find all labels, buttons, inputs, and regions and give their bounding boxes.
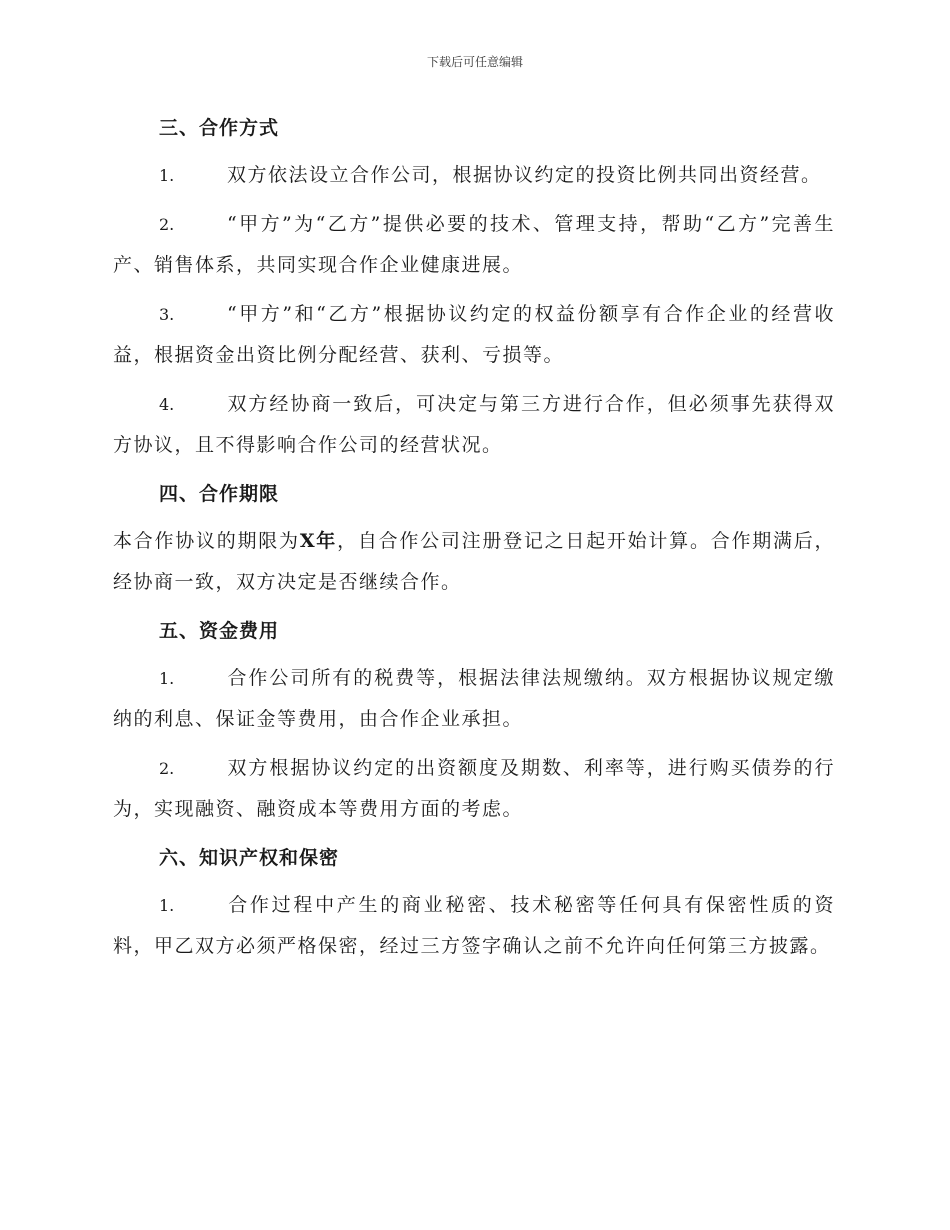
item-number: 4. xyxy=(159,395,175,414)
item-text: 双方根据协议约定的出资额度及期数、利率等，进行购买债券的行为，实现融资、融资成本等费用方面的考虑。 xyxy=(113,757,835,820)
section-title-cooperation-method: 三、合作方式 xyxy=(159,117,280,139)
item-text: 合作公司所有的税费等，根据法律法规缴纳。双方根据协议规定缴纳的利息、保证金等费用，由合作企业承担。 xyxy=(113,667,835,730)
item-text: “甲方”和“乙方”根据协议约定的权益份额享有合作企业的经营收益，根据资金出资比例分配经营、获利、亏损等。 xyxy=(113,303,835,366)
item-number: 3. xyxy=(159,305,175,324)
list-item xyxy=(113,294,835,376)
item-number: 1. xyxy=(159,896,175,915)
paragraph-text-before: 本合作协议的期限为 xyxy=(113,530,300,552)
item-number: 2. xyxy=(159,759,175,778)
paragraph-text-after: ，自合作公司注册登记之日起开始计算。合作期满后，经协商一致，双方决定是否继续合作。 xyxy=(113,530,835,593)
item-text: 双方经协商一致后，可决定与第三方进行合作，但必须事先获得双方协议，且不得影响合作公司的经营状况。 xyxy=(113,393,835,456)
list-item xyxy=(113,384,835,466)
section-title-funding-costs: 五、资金费用 xyxy=(159,620,280,642)
item-text: 合作过程中产生的商业秘密、技术秘密等任何具有保密性质的资料，甲乙双方必须严格保密，经过三方签字确认之前不允许向任何第三方披露。 xyxy=(113,894,835,957)
item-number: 1. xyxy=(159,166,175,185)
section-title-cooperation-term: 四、合作期限 xyxy=(159,483,280,505)
paragraph xyxy=(113,521,835,603)
list-item xyxy=(113,204,835,286)
term-duration: X年 xyxy=(299,530,338,552)
list-item xyxy=(113,885,835,967)
list-item xyxy=(113,658,835,740)
page-header: 下载后可任意编辑 xyxy=(426,55,523,69)
item-number: 2. xyxy=(159,215,175,234)
item-text: 双方依法设立合作公司，根据协议约定的投资比例共同出资经营。 xyxy=(227,164,822,186)
item-text: “甲方”为“乙方”提供必要的技术、管理支持，帮助“乙方”完善生产、销售体系，共同实现合作企业健康进展。 xyxy=(113,213,835,276)
list-item xyxy=(113,748,835,830)
item-number: 1. xyxy=(159,669,175,688)
document-body xyxy=(113,108,835,975)
section-title-ip-confidentiality: 六、知识产权和保密 xyxy=(159,847,340,869)
list-item xyxy=(113,155,835,196)
